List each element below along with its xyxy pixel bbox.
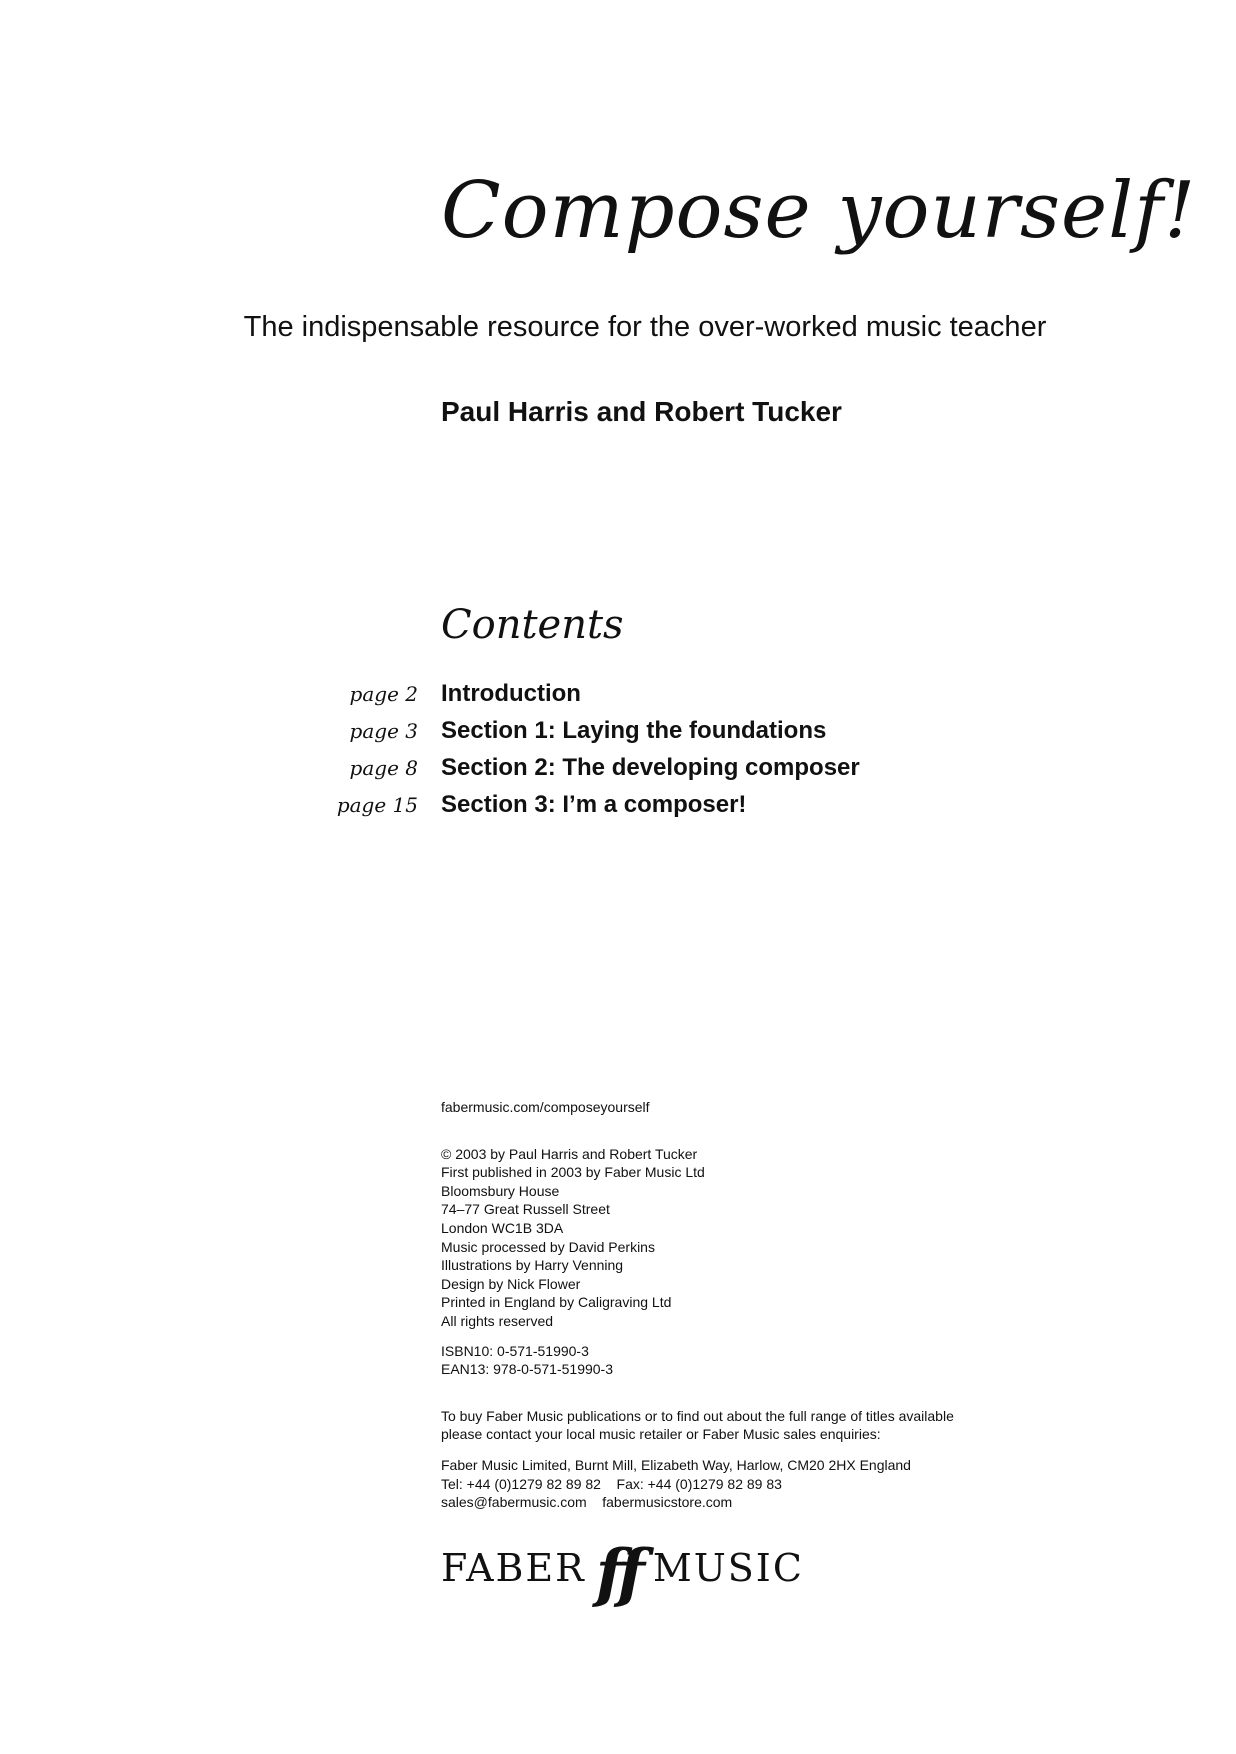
publisher-address: Faber Music Limited, Burnt Mill, Elizabeth Way, Harlow, CM20 2HX England	[441, 1456, 911, 1473]
authors: Paul Harris and Robert Tucker	[441, 396, 842, 427]
imprint-detail-line: London WC1B 3DA	[441, 1219, 564, 1236]
imprint-detail-line: Music processed by David Perkins	[441, 1238, 655, 1255]
buy-info-line: please contact your local music retailer or Faber Music sales enquiries:	[441, 1426, 881, 1443]
toc-page-number: page 8	[349, 756, 418, 780]
toc-entry-section-3	[300, 791, 1000, 828]
toc-page-number: page 15	[336, 793, 418, 817]
toc-entry-title: Section 2: The developing composer	[441, 754, 860, 781]
publisher-web: sales@fabermusic.com fabermusicstore.com	[441, 1494, 733, 1511]
ff-mark-icon: ff	[595, 1536, 639, 1611]
imprint-detail-line: Bloomsbury House	[441, 1182, 560, 1199]
toc-entry-title: Section 3: I’m a composer!	[441, 791, 747, 818]
imprint-detail-line: Illustrations by Harry Venning	[441, 1257, 624, 1274]
logo-word-faber: FABER	[441, 1545, 586, 1590]
toc-entry-title: Section 1: Laying the foundations	[441, 717, 827, 744]
publisher-phone-fax: Tel: +44 (0)1279 82 89 82 Fax: +44 (0)1279 82 89 83	[441, 1475, 782, 1492]
imprint-detail-line: 74–77 Great Russell Street	[441, 1201, 610, 1218]
buy-info-line: To buy Faber Music publications or to find out about the full range of titles available	[441, 1407, 954, 1424]
ean13: EAN13: 978-0-571-51990-3	[441, 1361, 614, 1378]
toc-entry-title: Introduction	[441, 680, 581, 707]
imprint-detail-line: Printed in England by Caligraving Ltd	[441, 1294, 672, 1311]
toc-entry-section-1	[300, 717, 1000, 754]
imprint-detail-line: © 2003 by Paul Harris and Robert Tucker	[441, 1145, 698, 1162]
toc-entry-section-2	[300, 754, 1000, 791]
toc-page-number: page 3	[349, 719, 418, 743]
toc-page-number: page 2	[349, 682, 418, 706]
toc-entry-introduction	[300, 680, 1000, 717]
imprint-detail-line: First published in 2003 by Faber Music Ltd	[441, 1164, 705, 1181]
imprint-detail-line: Design by Nick Flower	[441, 1275, 581, 1292]
imprint-block	[441, 1098, 1141, 1512]
book-title: Compose yourself!	[441, 166, 1197, 256]
isbn10: ISBN10: 0-571-51990-3	[441, 1342, 589, 1359]
faber-music-logo	[441, 1530, 804, 1611]
logo-word-music: MUSIC	[652, 1545, 804, 1590]
book-subtitle: The indispensable resource for the over-worked music teacher	[243, 311, 1047, 343]
imprint-detail-line: All rights reserved	[441, 1312, 554, 1329]
table-of-contents	[300, 680, 1000, 828]
contents-heading: Contents	[441, 602, 624, 648]
imprint-website: fabermusic.com/composeyourself	[441, 1099, 650, 1115]
